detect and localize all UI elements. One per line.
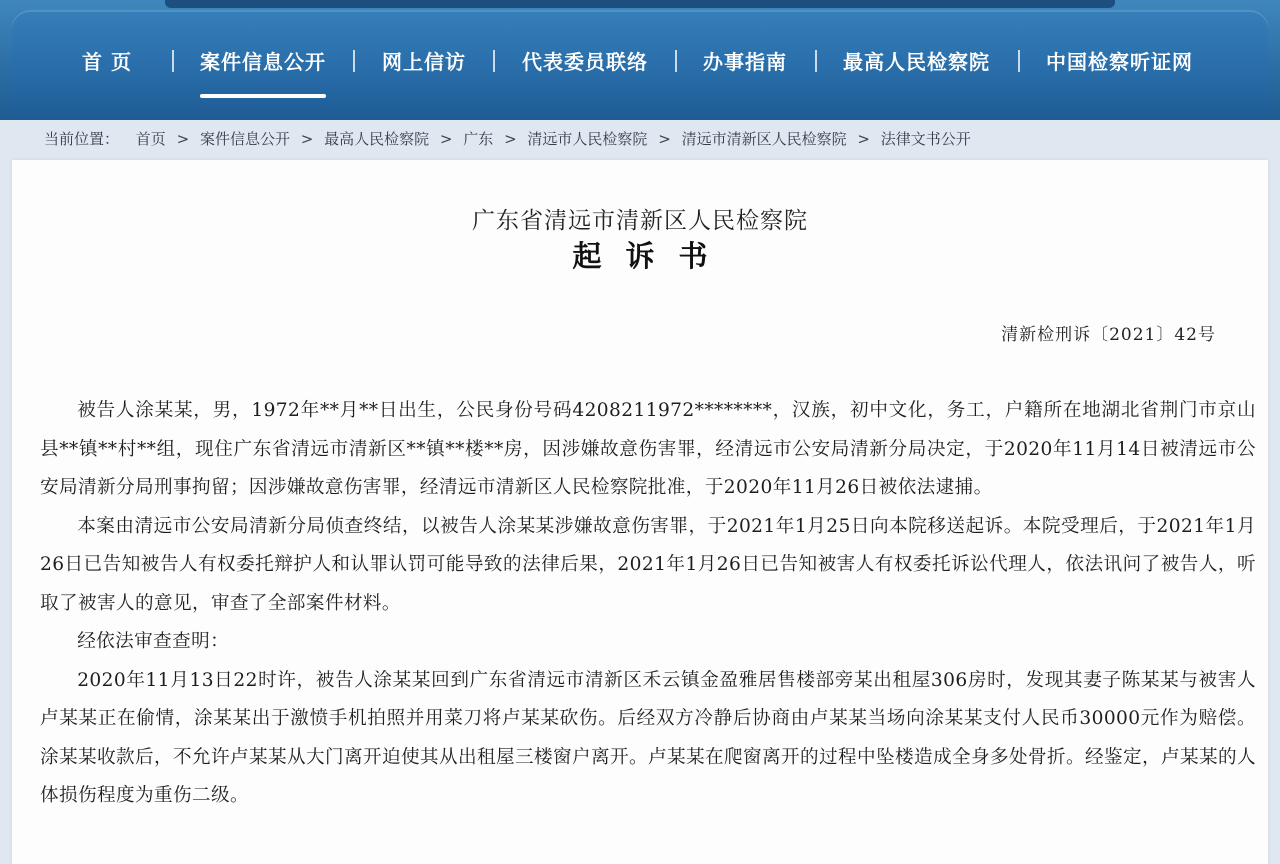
nav-item-case-info[interactable]: 案件信息公开 xyxy=(200,46,326,86)
nav-item-home[interactable]: 首 页 xyxy=(82,50,132,74)
breadcrumb-separator: > xyxy=(439,130,453,148)
breadcrumb-item-guangdong[interactable]: 广东 xyxy=(463,130,494,148)
top-navigation-bar xyxy=(0,0,1280,120)
paragraph-findings-heading: 经依法审查查明： xyxy=(77,631,230,652)
nav-divider xyxy=(493,50,495,72)
breadcrumb-prefix: 当前位置： xyxy=(44,130,120,148)
nav-divider xyxy=(172,50,174,72)
breadcrumb-separator: > xyxy=(300,130,314,148)
document-organization: 广东省清远市清新区人民检察院 xyxy=(472,208,808,234)
breadcrumb-item-supreme-procuratorate[interactable]: 最高人民检察院 xyxy=(324,130,430,148)
nav-divider xyxy=(353,50,355,72)
document-number: 清新检刑诉〔2021〕42号 xyxy=(1001,325,1216,345)
paragraph-facts: 2020年11月13日22时许，被告人涂某某回到广东省清远市清新区禾云镇金盈雅居售楼部旁某出租屋306房时，发现其妻子陈某某与被害人卢某某正在偷情，涂某某出于激愤手机拍照并用菜刀将卢某某砍伤。后经双方冷静后协商由卢某某当场向涂某某支付人民币30000元作为赔偿。涂某某收款后，不允许卢某某从大门离开迫使其从出租屋三楼窗户离开。卢某某在爬窗离开的过程中坠楼造成全身多处骨折。经鉴定，卢某某的人体损伤程度为重伤二级。 xyxy=(40,669,1256,806)
document-body xyxy=(40,392,1256,816)
breadcrumb-item-legal-documents[interactable]: 法律文书公开 xyxy=(880,130,971,148)
paragraph-case-process: 本案由清远市公安局清新分局侦查终结，以被告人涂某某涉嫌故意伤害罪，于2021年1月25日向本院移送起诉。本院受理后，于2021年1月26日已告知被告人有权委托辩护人和认罪认罚可能导致的法律后果，2021年1月26日已告知被害人有权委托诉讼代理人，依法讯问了被告人，听取了被害人的意见，审查了全部案件材料。 xyxy=(40,515,1256,614)
breadcrumb-item-qingyuan[interactable]: 清远市人民检察院 xyxy=(527,130,648,148)
nav-divider xyxy=(1018,50,1020,72)
breadcrumb-separator: > xyxy=(857,130,870,148)
main-nav xyxy=(0,0,1280,120)
breadcrumb-item-qingxin[interactable]: 清远市清新区人民检察院 xyxy=(681,130,847,148)
document-panel xyxy=(12,160,1268,864)
nav-divider xyxy=(675,50,677,72)
nav-item-online-petition[interactable]: 网上信访 xyxy=(382,50,466,74)
breadcrumb-separator: > xyxy=(658,130,671,148)
nav-divider xyxy=(815,50,817,72)
nav-item-service-guide[interactable]: 办事指南 xyxy=(703,50,787,74)
document-title: 起诉书 xyxy=(572,239,732,273)
breadcrumb xyxy=(44,128,971,154)
breadcrumb-separator: > xyxy=(176,130,190,148)
paragraph-defendant-info: 被告人涂某某，男，1972年**月**日出生，公民身份号码4208211972********，汉族，初中文化，务工，户籍所在地湖北省荆门市京山县**镇**村**组，现住广东省清远市清新区**镇**楼**房，因涉嫌故意伤害罪，经清远市公安局清新分局决定，于2020年11月14日被清远市公安局清新分局刑事拘留；因涉嫌故意伤害罪，经清远市清新区人民检察院批准，于2020年11月26日被依法逮捕。 xyxy=(40,400,1256,498)
breadcrumb-separator: > xyxy=(504,130,517,148)
nav-item-hearing-network[interactable]: 中国检察听证网 xyxy=(1046,50,1193,74)
breadcrumb-item-case-info[interactable]: 案件信息公开 xyxy=(199,130,290,148)
nav-item-supreme-procuratorate[interactable]: 最高人民检察院 xyxy=(843,50,990,74)
breadcrumb-item-home[interactable]: 首页 xyxy=(135,130,166,148)
nav-item-representative-liaison[interactable]: 代表委员联络 xyxy=(522,50,648,74)
